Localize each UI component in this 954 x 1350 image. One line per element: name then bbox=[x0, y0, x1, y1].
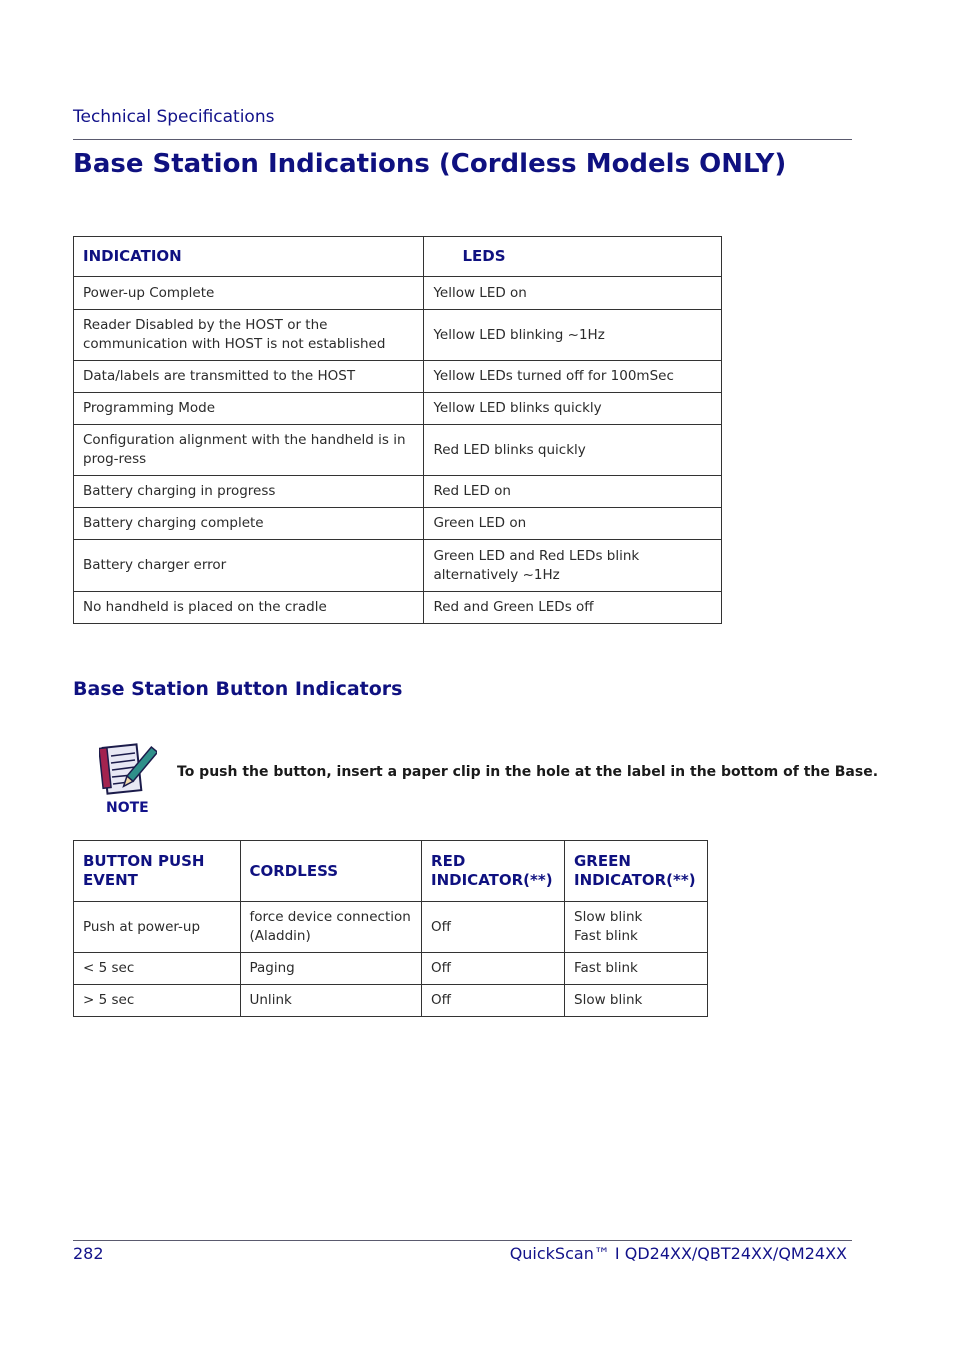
cordless-cell: force device connection (Aladdin) bbox=[240, 902, 422, 953]
column-header-leds: LEDS bbox=[424, 237, 722, 277]
indication-cell: Reader Disabled by the HOST or the communication with HOST is not established bbox=[74, 310, 424, 361]
table-row bbox=[74, 902, 708, 953]
leds-cell: Green LED and Red LEDs blink alternatively ~1Hz bbox=[424, 540, 722, 592]
red-indicator-cell: Off bbox=[422, 902, 565, 953]
event-cell: Push at power-up bbox=[74, 902, 241, 953]
indication-cell: Battery charging in progress bbox=[74, 476, 424, 508]
leds-cell: Yellow LED blinks quickly bbox=[424, 393, 722, 425]
table-row bbox=[74, 393, 722, 425]
green-indicator-line: Slow blink bbox=[574, 909, 643, 925]
table-row bbox=[74, 592, 722, 624]
leds-cell: Yellow LED blinking ~1Hz bbox=[424, 310, 722, 361]
leds-cell: Red LED blinks quickly bbox=[424, 425, 722, 476]
table-row bbox=[74, 540, 722, 592]
green-indicator-cell: Slow blink bbox=[565, 985, 708, 1017]
event-cell: > 5 sec bbox=[74, 985, 241, 1017]
cordless-cell: Unlink bbox=[240, 985, 422, 1017]
leds-cell: Red and Green LEDs off bbox=[424, 592, 722, 624]
column-header-green-indicator: GREEN INDICATOR(**) bbox=[565, 841, 708, 902]
table-row bbox=[74, 953, 708, 985]
indication-cell: Configuration alignment with the handheld is in prog-ress bbox=[74, 425, 424, 476]
section-label: Technical Specifications bbox=[73, 107, 275, 127]
event-cell: < 5 sec bbox=[74, 953, 241, 985]
indication-cell: Power-up Complete bbox=[74, 277, 424, 310]
product-name: QuickScan™ I QD24XX/QBT24XX/QM24XX bbox=[509, 1244, 847, 1263]
button-indicators-table bbox=[73, 840, 708, 1017]
column-header-indication: INDICATION bbox=[74, 237, 424, 277]
indication-cell: Battery charging complete bbox=[74, 508, 424, 540]
column-header-cordless: CORDLESS bbox=[240, 841, 422, 902]
note-label: NOTE bbox=[106, 800, 149, 816]
note-pad-pen-icon bbox=[99, 740, 157, 800]
leds-cell: Yellow LEDs turned off for 100mSec bbox=[424, 361, 722, 393]
green-indicator-line: Fast blink bbox=[574, 928, 638, 944]
table-row bbox=[74, 985, 708, 1017]
section-title-button-indicators: Base Station Button Indicators bbox=[73, 678, 403, 700]
table-row bbox=[74, 508, 722, 540]
table-header-row bbox=[74, 237, 722, 277]
leds-cell: Green LED on bbox=[424, 508, 722, 540]
indication-cell: Programming Mode bbox=[74, 393, 424, 425]
cordless-cell: Paging bbox=[240, 953, 422, 985]
table-row bbox=[74, 361, 722, 393]
indication-cell: No handheld is placed on the cradle bbox=[74, 592, 424, 624]
table-row bbox=[74, 277, 722, 310]
page-number: 282 bbox=[73, 1244, 104, 1263]
column-header-red-indicator: RED INDICATOR(**) bbox=[422, 841, 565, 902]
leds-cell: Red LED on bbox=[424, 476, 722, 508]
table-row bbox=[74, 310, 722, 361]
indication-cell: Battery charger error bbox=[74, 540, 424, 592]
indications-table bbox=[73, 236, 722, 624]
column-header-button-push-event: BUTTON PUSH EVENT bbox=[74, 841, 241, 902]
indication-cell: Data/labels are transmitted to the HOST bbox=[74, 361, 424, 393]
table-row bbox=[74, 476, 722, 508]
page-title: Base Station Indications (Cordless Models ONLY) bbox=[73, 149, 787, 179]
footer-rule bbox=[73, 1240, 852, 1241]
table-row bbox=[74, 425, 722, 476]
note-text: To push the button, insert a paper clip in the hole at the label in the bottom of the Base. bbox=[177, 764, 879, 780]
green-indicator-cell: Fast blink bbox=[565, 953, 708, 985]
header-rule bbox=[73, 139, 852, 140]
red-indicator-cell: Off bbox=[422, 985, 565, 1017]
leds-cell: Yellow LED on bbox=[424, 277, 722, 310]
red-indicator-cell: Off bbox=[422, 953, 565, 985]
green-indicator-cell bbox=[565, 902, 708, 953]
table-header-row bbox=[74, 841, 708, 902]
